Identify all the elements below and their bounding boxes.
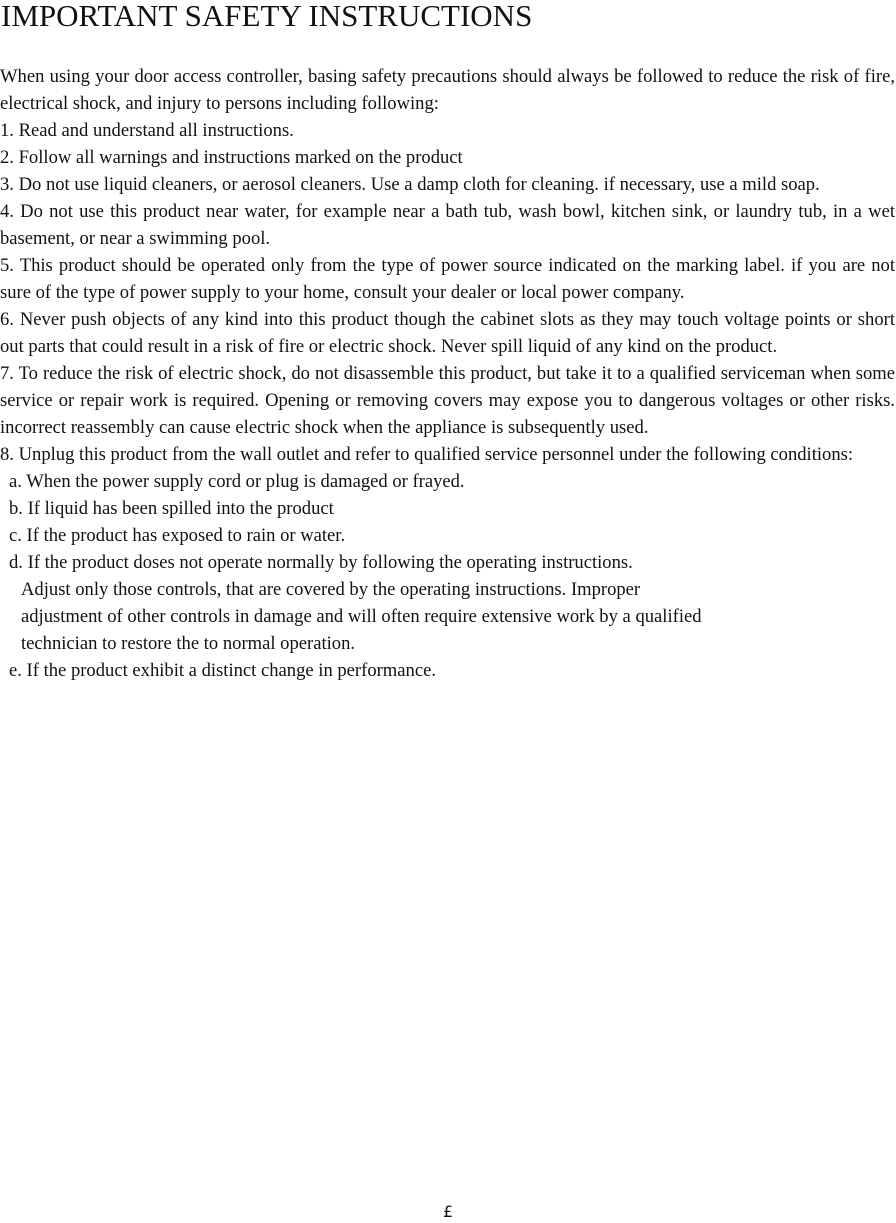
condition-c: c. If the product has exposed to rain or water.: [9, 525, 346, 546]
condition-d: d. If the product doses not operate normally by following the operating instructions.: [9, 552, 633, 573]
instructions-body: [0, 63, 895, 684]
instruction-item-5: 5. This product should be operated only from the type of power source indicated on the marking label. if you are not sure of the type of power supply to your home, consult your dealer or local power company.: [0, 255, 895, 303]
page-number: £: [442, 1202, 454, 1221]
instruction-item-4: 4. Do not use this product near water, for example near a bath tub, wash bowl, kitchen sink, or laundry tub, in a wet basement, or near a swimming pool.: [0, 201, 895, 249]
instruction-item-7: 7. To reduce the risk of electric shock, do not disassemble this product, but take it to a qualified serviceman when some service or repair work is required. Opening or removing covers may expose you to dangerous voltages or other risks. incorrect reassembly can cause electric shock when the appliance is subsequently used.: [0, 363, 895, 438]
condition-e: e. If the product exhibit a distinct change in performance.: [9, 660, 436, 681]
condition-d-detail-line-2: adjustment of other controls in damage and will often require extensive work by a qualified: [21, 606, 702, 627]
instruction-item-2: 2. Follow all warnings and instructions marked on the product: [0, 147, 463, 168]
intro-paragraph: When using your door access controller, basing safety precautions should always be followed to reduce the risk of fire, electrical shock, and injury to persons including following:: [0, 66, 895, 114]
instruction-item-6: 6. Never push objects of any kind into this product though the cabinet slots as they may touch voltage points or short out parts that could result in a risk of fire or electric shock. Never spill liquid of any kind on the product.: [0, 309, 895, 357]
condition-a: a. When the power supply cord or plug is damaged or frayed.: [9, 471, 465, 492]
page-title: IMPORTANT SAFETY INSTRUCTIONS: [1, 0, 533, 33]
instruction-item-1: 1. Read and understand all instructions.: [0, 120, 294, 141]
instruction-item-8: 8. Unplug this product from the wall outlet and refer to qualified service personnel under the following conditions:: [0, 444, 854, 465]
condition-d-detail-line-1: Adjust only those controls, that are covered by the operating instructions. Improper: [21, 579, 641, 600]
instruction-item-3: 3. Do not use liquid cleaners, or aerosol cleaners. Use a damp cloth for cleaning. if necessary, use a mild soap.: [0, 174, 820, 195]
condition-b: b. If liquid has been spilled into the product: [9, 498, 334, 519]
condition-d-detail-line-3: technician to restore the to normal operation.: [21, 633, 356, 654]
